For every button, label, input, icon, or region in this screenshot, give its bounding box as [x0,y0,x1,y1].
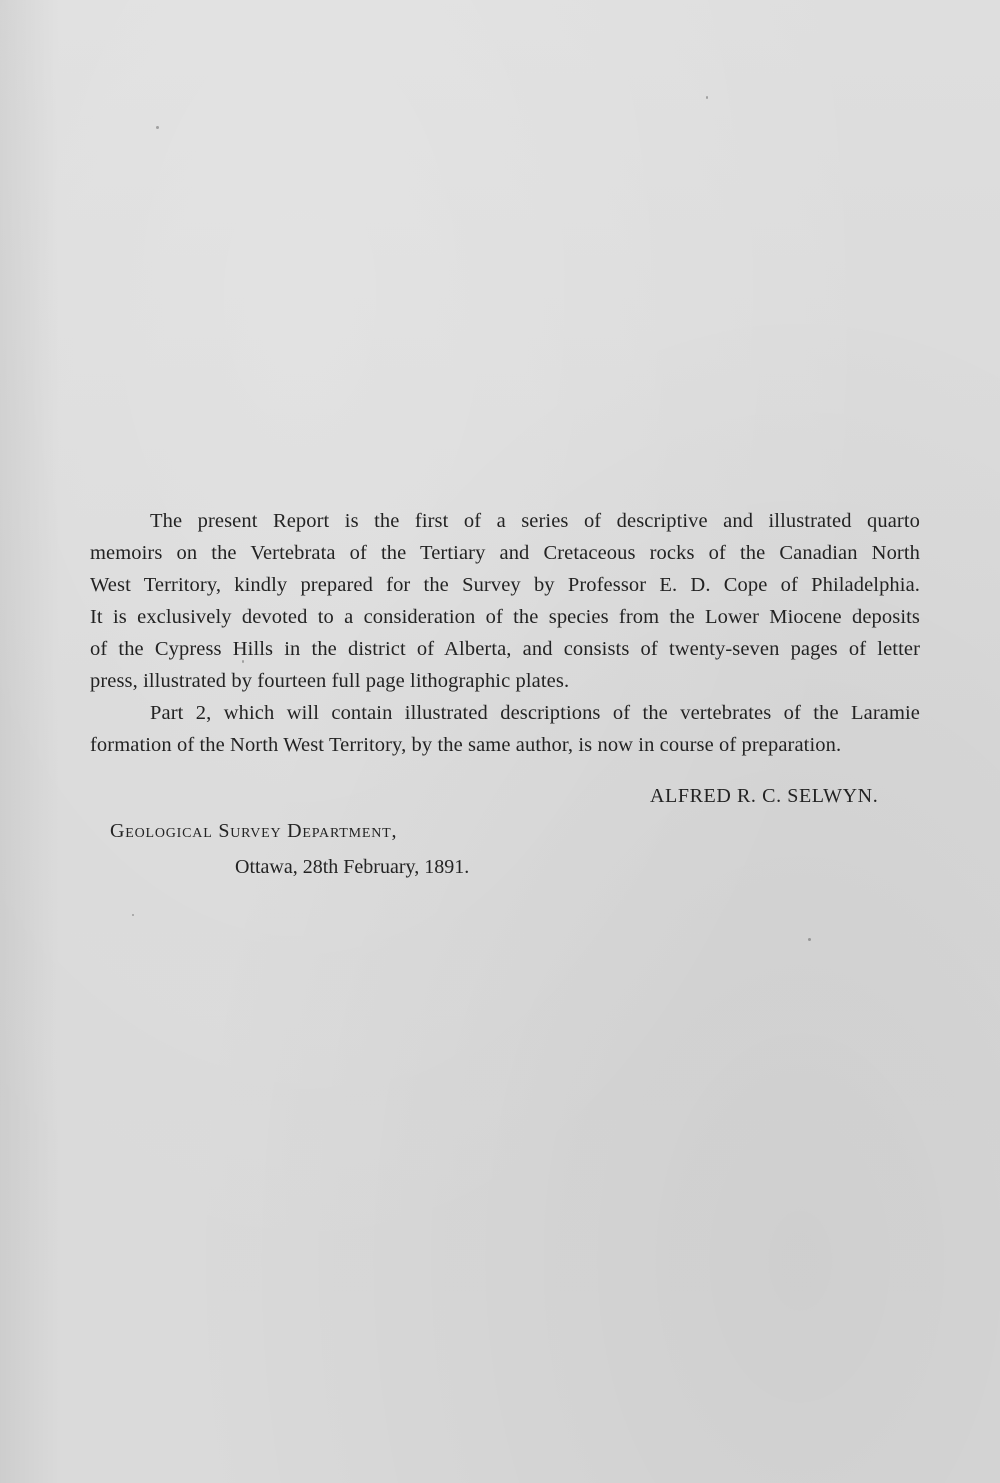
paragraph-line: of the Cypress Hills in the district of Alberta, and consists of twenty-seven pages of letter [90,638,920,660]
paragraph-line: It is exclusively devoted to a consideration of the species from the Lower Miocene deposits [90,606,920,628]
paper-speck [132,914,134,916]
paragraph-line: West Territory, kindly prepared for the Survey by Professor E. D. Cope of Philadelphia. [90,574,920,596]
place-and-date: Ottawa, 28th February, 1891. [235,856,470,878]
paragraph-line: press, illustrated by fourteen full page lithographic plates. [90,670,570,692]
paragraph-line: formation of the North West Territory, by the same author, is now in course of preparation. [90,734,842,756]
paper-speck [706,96,708,99]
paragraph-line: memoirs on the Vertebrata of the Tertiary and Cretaceous rocks of the Canadian North [90,542,920,564]
paragraph-1 [90,505,920,697]
paper-speck [156,126,159,129]
paragraph-line: Part 2, which will contain illustrated descriptions of the vertebrates of the Laramie [150,702,920,724]
paper-speck [808,938,811,941]
paragraph-line: The present Report is the first of a series of descriptive and illustrated quarto [150,510,920,532]
report-body [90,505,920,761]
department-name: Geological Survey Department, [110,820,398,842]
author-signature: ALFRED R. C. SELWYN. [650,785,879,807]
paragraph-2 [90,697,920,761]
